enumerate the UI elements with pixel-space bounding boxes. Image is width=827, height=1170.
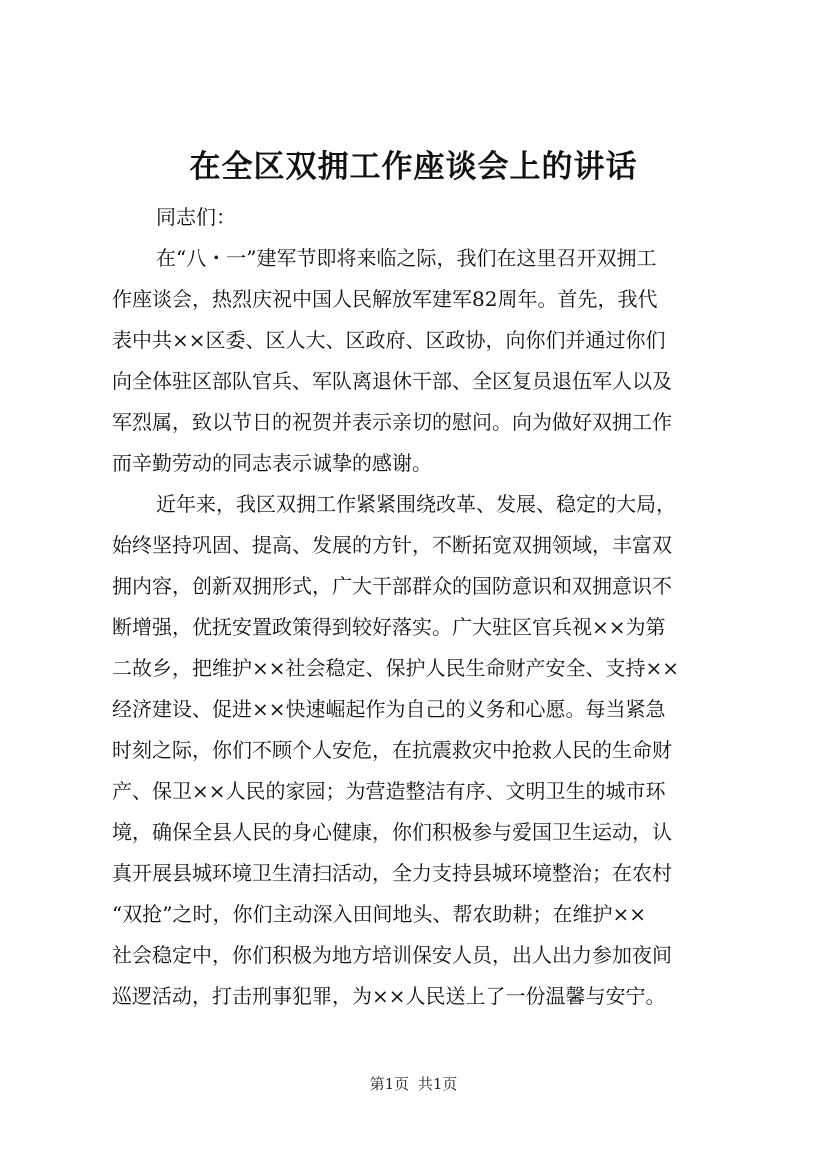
paragraph-line: 始终坚持巩固、提高、发展的方针，不断拓宽双拥领域，丰富双 (112, 533, 672, 557)
paragraph-line: 军烈属，致以节日的祝贺并表示亲切的慰问。向为做好双拥工作 (112, 410, 672, 434)
paragraph-line: 产、保卫××人民的家园；为营造整洁有序、文明卫生的城市环 (112, 779, 666, 803)
paragraph-line: 而辛勤劳动的同志表示诚挚的感谢。 (112, 451, 432, 475)
paragraph-line: 社会稳定中，你们积极为地方培训保安人员，出人出力参加夜间 (112, 943, 672, 967)
paragraph-line: 二故乡，把维护××社会稳定、保护人民生命财产安全、支持×× (112, 656, 680, 680)
paragraph-line: 境，确保全县人民的身心健康，你们积极参与爱国卫生运动，认 (112, 820, 672, 844)
page-footer (0, 1074, 827, 1094)
paragraph-line: 向全体驻区部队官兵、军队离退休干部、全区复员退伍军人以及 (112, 369, 672, 393)
paragraph-line: “双抢”之时，你们主动深入田间地头、帮农助耕；在维护×× (112, 902, 646, 926)
paragraph-line: 在“八・一”建军节即将来临之际，我们在这里召开双拥工 (156, 246, 657, 270)
paragraph-line: 作座谈会，热烈庆祝中国人民解放军建军82周年。首先，我代 (112, 287, 658, 311)
document-body (112, 197, 732, 1017)
paragraph-line: 拥内容，创新双拥形式，广大干部群众的国防意识和双拥意识不 (112, 574, 672, 598)
paragraph-line: 断增强，优抚安置政策得到较好落实。广大驻区官兵视××为第 (112, 615, 666, 639)
paragraph-2 (112, 484, 732, 1017)
paragraph-line: 时刻之际，你们不顾个人安危，在抗震救灾中抢救人民的生命财 (112, 738, 672, 762)
page-number: 第1页 (369, 1075, 410, 1093)
page-total: 共1页 (417, 1075, 458, 1093)
paragraph-1 (112, 238, 732, 484)
paragraph-line: 近年来，我区双拥工作紧紧围绕改革、发展、稳定的大局， (156, 492, 676, 516)
paragraph-line: 巡逻活动，打击刑事犯罪，为××人民送上了一份温馨与安宁。 (112, 984, 666, 1008)
paragraph-line: 经济建设、促进××快速崛起作为自己的义务和心愿。每当紧急 (112, 697, 666, 721)
paragraph-line: 表中共××区委、区人大、区政府、区政协，向你们并通过你们 (112, 328, 666, 352)
paragraph-line: 真开展县城环境卫生清扫活动，全力支持县城环境整治；在农村 (112, 861, 672, 885)
salutation: 同志们： (156, 205, 236, 229)
document-title: 在全区双拥工作座谈会上的讲话 (189, 149, 638, 185)
